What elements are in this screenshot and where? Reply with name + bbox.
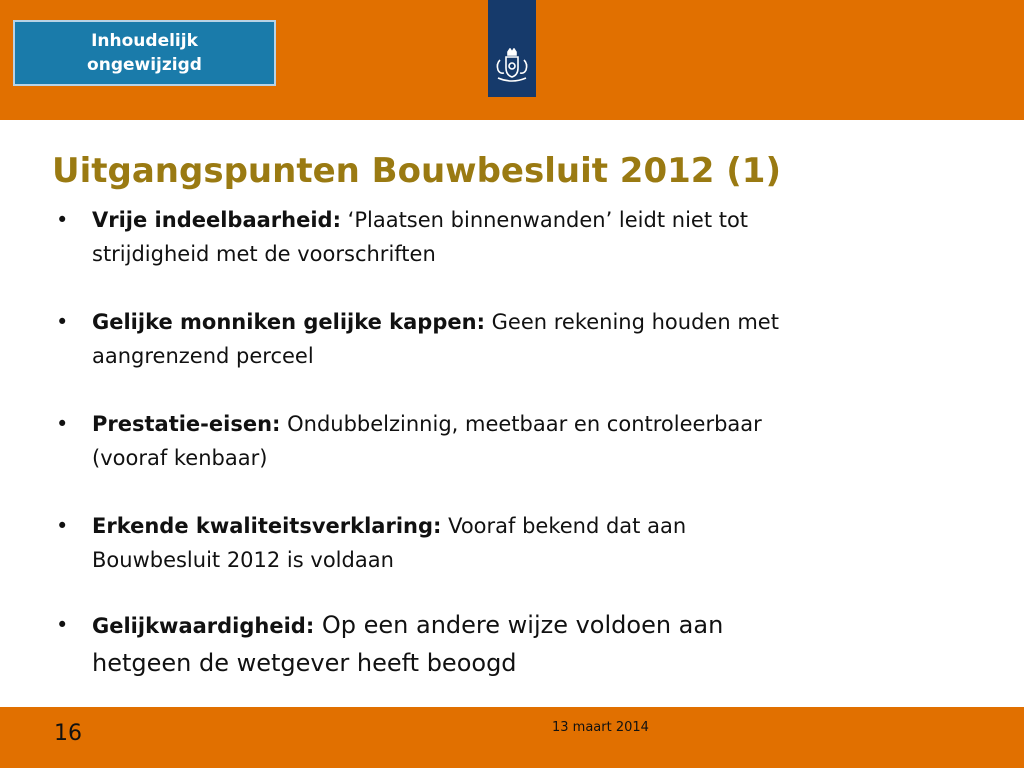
royal-coat-of-arms-icon xyxy=(492,48,532,84)
status-badge xyxy=(13,20,276,86)
bullet-icon: • xyxy=(56,208,69,232)
bullet-icon: • xyxy=(56,613,69,637)
list-item xyxy=(54,407,994,475)
bullet-description: Vooraf bekend dat aan xyxy=(441,514,687,538)
bullet-description: Ondubbelzinnig, meetbaar en controleerbaar xyxy=(280,412,762,436)
bullet-description: Op een andere wijze voldoen aan xyxy=(314,611,724,639)
bullet-description-cont: aangrenzend perceel xyxy=(92,344,314,368)
footer-date: 13 maart 2014 xyxy=(552,720,649,735)
bullet-icon: • xyxy=(56,412,69,436)
list-item xyxy=(54,203,994,271)
bullet-term: Gelijke monniken gelijke kappen: xyxy=(92,310,485,334)
footer-band xyxy=(0,707,1024,768)
bullet-description-cont: hetgeen de wetgever heeft beoogd xyxy=(92,649,517,677)
bullet-icon: • xyxy=(56,514,69,538)
bullet-term: Gelijkwaardigheid: xyxy=(92,614,315,638)
list-item xyxy=(54,509,994,577)
bullet-description-cont: Bouwbesluit 2012 is voldaan xyxy=(92,548,394,572)
bullet-term: Prestatie-eisen: xyxy=(92,412,281,436)
bullet-description-cont: strijdigheid met de voorschriften xyxy=(92,242,436,266)
bullet-description-cont: (vooraf kenbaar) xyxy=(92,446,268,470)
badge-line-2: ongewijzigd xyxy=(87,55,202,75)
logo-strip xyxy=(488,0,536,97)
list-item xyxy=(54,607,994,683)
bullet-description: Geen rekening houden met xyxy=(484,310,779,334)
page-number: 16 xyxy=(54,721,82,746)
bullet-list xyxy=(54,203,994,717)
bullet-term: Erkende kwaliteitsverklaring: xyxy=(92,514,442,538)
list-item xyxy=(54,305,994,373)
bullet-description: ‘Plaatsen binnenwanden’ leidt niet tot xyxy=(340,208,749,232)
header-band xyxy=(0,0,1024,120)
badge-line-1: Inhoudelijk xyxy=(91,31,198,51)
bullet-icon: • xyxy=(56,310,69,334)
bullet-term: Vrije indeelbaarheid: xyxy=(92,208,341,232)
slide-title: Uitgangspunten Bouwbesluit 2012 (1) xyxy=(52,151,782,191)
